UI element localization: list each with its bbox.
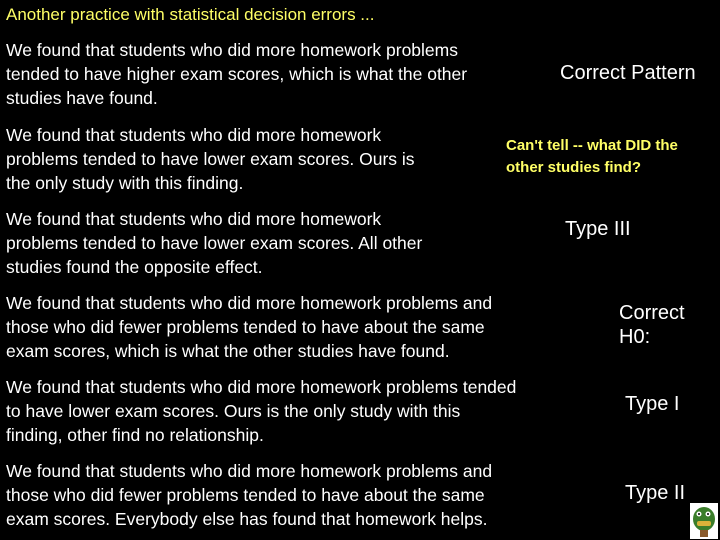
statement-6-line-3: exam scores. Everybody else has found that homework helps. [6,509,488,529]
answer-3-line-1: Type III [565,218,631,240]
statement-5-line-2: to have lower exam scores. Ours is the only study with this [6,401,461,421]
statement-6-line-2: those who did fewer problems tended to have about the same [6,485,485,505]
statement-2-line-2: problems tended to have lower exam scores. Ours is [6,149,415,169]
answer-1-line-1: Correct Pattern [560,62,696,84]
answer-2 [506,135,678,179]
answer-6-line-1: Type II [625,482,686,504]
answer-2-line-1: Can't tell -- what DID the [506,137,678,154]
answer-5 [625,392,679,416]
statement-2-line-3: the only study with this finding. [6,173,244,193]
statement-6-line-1: We found that students who did more homework problems and [6,461,493,481]
statement-3-line-2: problems tended to have lower exam scores. All other [6,233,423,253]
answer-4 [619,301,685,349]
cartoon-character-icon [690,503,718,539]
answer-4-line-2: H0: [619,326,651,348]
answer-5-line-1: Type I [625,393,680,415]
answer-1 [560,61,696,85]
statement-1-line-3: studies have found. [6,88,158,108]
statement-6 [6,459,492,531]
slide-title: Another practice with statistical decision errors ... [6,5,375,24]
statement-1 [6,38,467,110]
statement-5-line-1: We found that students who did more homework problems tended [6,377,517,397]
statement-2-line-1: We found that students who did more homework [6,125,382,145]
statement-4 [6,291,492,363]
statement-3-line-1: We found that students who did more homework [6,209,382,229]
answer-4-line-1: Correct [619,302,685,324]
statement-2 [6,123,415,195]
answer-6 [625,481,685,505]
answer-2-line-2: other studies find? [506,159,641,176]
statement-3 [6,207,422,279]
statement-1-line-2: tended to have higher exam scores, which is what the other [6,64,468,84]
statement-5 [6,375,516,447]
statement-3-line-3: studies found the opposite effect. [6,257,263,277]
statement-4-line-2: those who did fewer problems tended to have about the same [6,317,485,337]
statement-1-line-1: We found that students who did more homework problems [6,40,458,60]
statement-4-line-1: We found that students who did more homework problems and [6,293,493,313]
statement-5-line-3: finding, other find no relationship. [6,425,264,445]
answer-3 [565,217,631,241]
statement-4-line-3: exam scores, which is what the other studies have found. [6,341,450,361]
